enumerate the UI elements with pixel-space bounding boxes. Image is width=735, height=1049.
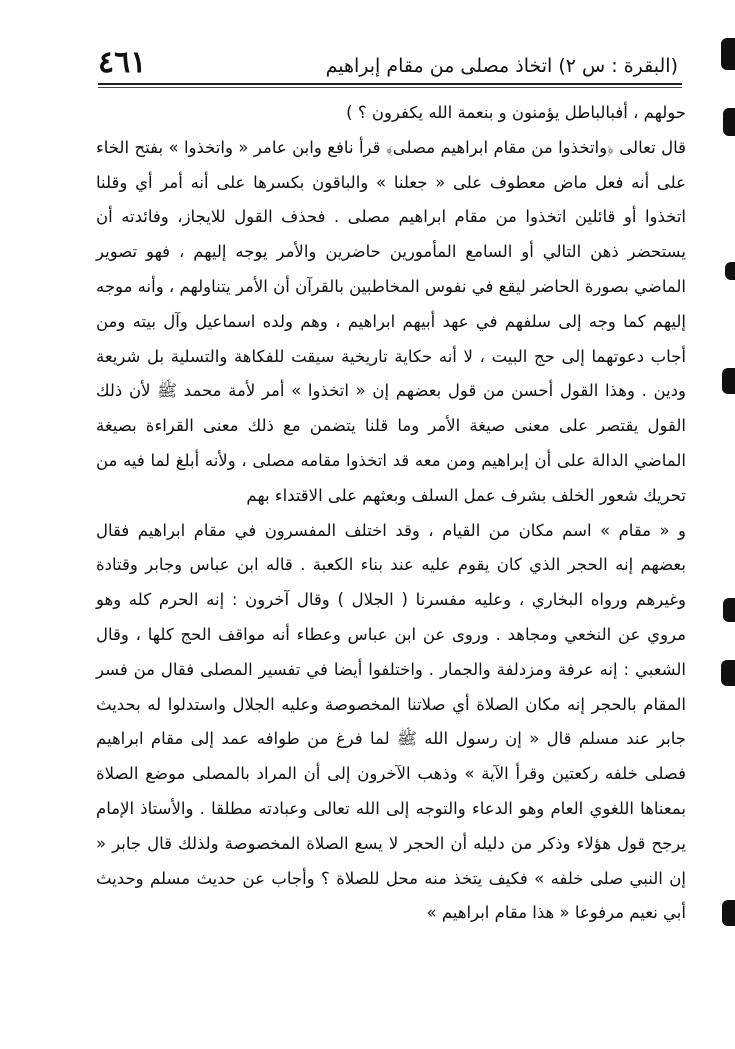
scan-edge-mark (723, 598, 735, 622)
scan-edge-mark (722, 368, 735, 394)
page-number: ٤٦١ (98, 45, 147, 80)
page-header (98, 38, 678, 78)
scan-edge-mark (725, 262, 735, 280)
header-rule-thin (98, 87, 682, 88)
paragraph: قال تعالى ﴿واتخذوا من مقام ابراهيم مصلى﴾ قرأ نافع وابن عامر « واتخذوا » بفتح الخاء على أنه فعل ماض معطوف على « جعلنا » والباقون بكسرها على أنه أمر أي وقلنا اتخذوا أو قائلين اتخذوا من مقام ابراهيم مصلى . فحذف القول للايجاز، وفائدته أن يستحضر ذهن التالي أو السامع المأمورين حاضرين والأمر يوجه إليهم ، فهو تصوير الماضي بصورة الحاضر ليقع في نفوس المخاطبين بالقرآن أن الأمر يتناولهم ، وأنه موجه إليهم كما وجه إلى سلفهم في عهد أبيهم ابراهيم ، وهم ولده اسماعيل وآل بيته ومن أجاب دعوتهما إلى حج البيت ، لا أنه حكاية تاريخية سيقت للفكاهة والتسلية بل شريعة ودين . وهذا القول أحسن من قول بعضهم إن « اتخذوا » أمر لأمة محمد ﷺ لأن ذلك القول يقتصر على معنى صيغة الأمر وما قلنا يتضمن مع ذلك معنى القراءة بصيغة الماضي الدالة على أن إبراهيم ومن معه قد اتخذوا مقامه مصلى ، ولأنه أبلغ لما فيه من تحريك شعور الخلف بشرف عمل السلف وبعثهم على الاقتداء بهم (96, 137, 686, 505)
body-text (96, 96, 686, 931)
paragraph: و « مقام » اسم مكان من القيام ، وقد اختلف المفسرون في مقام ابراهيم فقال بعضهم إنه الحجر الذي كان يقوم عليه عند بناء الكعبة . قاله ابن عباس وجابر وقتادة وغيرهم ورواه البخاري ، وعليه مفسرنا ( الجلال ) وقال آخرون : إنه الحرم كله وهو مروي عن النخعي ومجاهد . وروى عن ابن عباس وعطاء أنه مواقف الحج كلها ، وقال الشعبي : إنه عرفة ومزدلفة والجمار . واختلفوا أيضا في تفسير المصلى فقال من فسر المقام بالحجر إنه مكان الصلاة أي صلاتنا المخصوصة وعليه الجلال واستدلوا له بحديث جابر عند مسلم قال « إن رسول الله ﷺ لما فرغ من طوافه عمد إلى مقام ابراهيم فصلى خلفه ركعتين وقرأ الآية » وذهب الآخرون إلى أن المراد بالمصلى موضع الصلاة بمعناها اللغوي العام وهو الدعاء والتوجه إلى الله تعالى وعبادته مطلقا . والأستاذ الإمام يرجح قول هؤلاء وذكر من دليله أن الحجر لا يسع الصلاة المخصوصة ولذلك قال جابر « إن النبي صلى خلفه » فكيف يتخذ منه محل للصلاة ؟ وأجاب عن حديث مسلم وحديث أبي نعيم مرفوعا « هذا مقام ابراهيم » (96, 520, 686, 923)
scan-edge-mark (723, 108, 735, 136)
scan-edge-mark (722, 900, 735, 926)
scan-edge-mark (721, 38, 735, 70)
running-title: (البقرة : س ٢) اتخاذ مصلى من مقام إبراهيم (325, 55, 678, 78)
header-rule (98, 83, 682, 85)
scan-edge-mark (721, 660, 735, 686)
paragraph: حولهم ، أفبالباطل يؤمنون و بنعمة الله يكفرون ؟ ) (346, 103, 686, 122)
